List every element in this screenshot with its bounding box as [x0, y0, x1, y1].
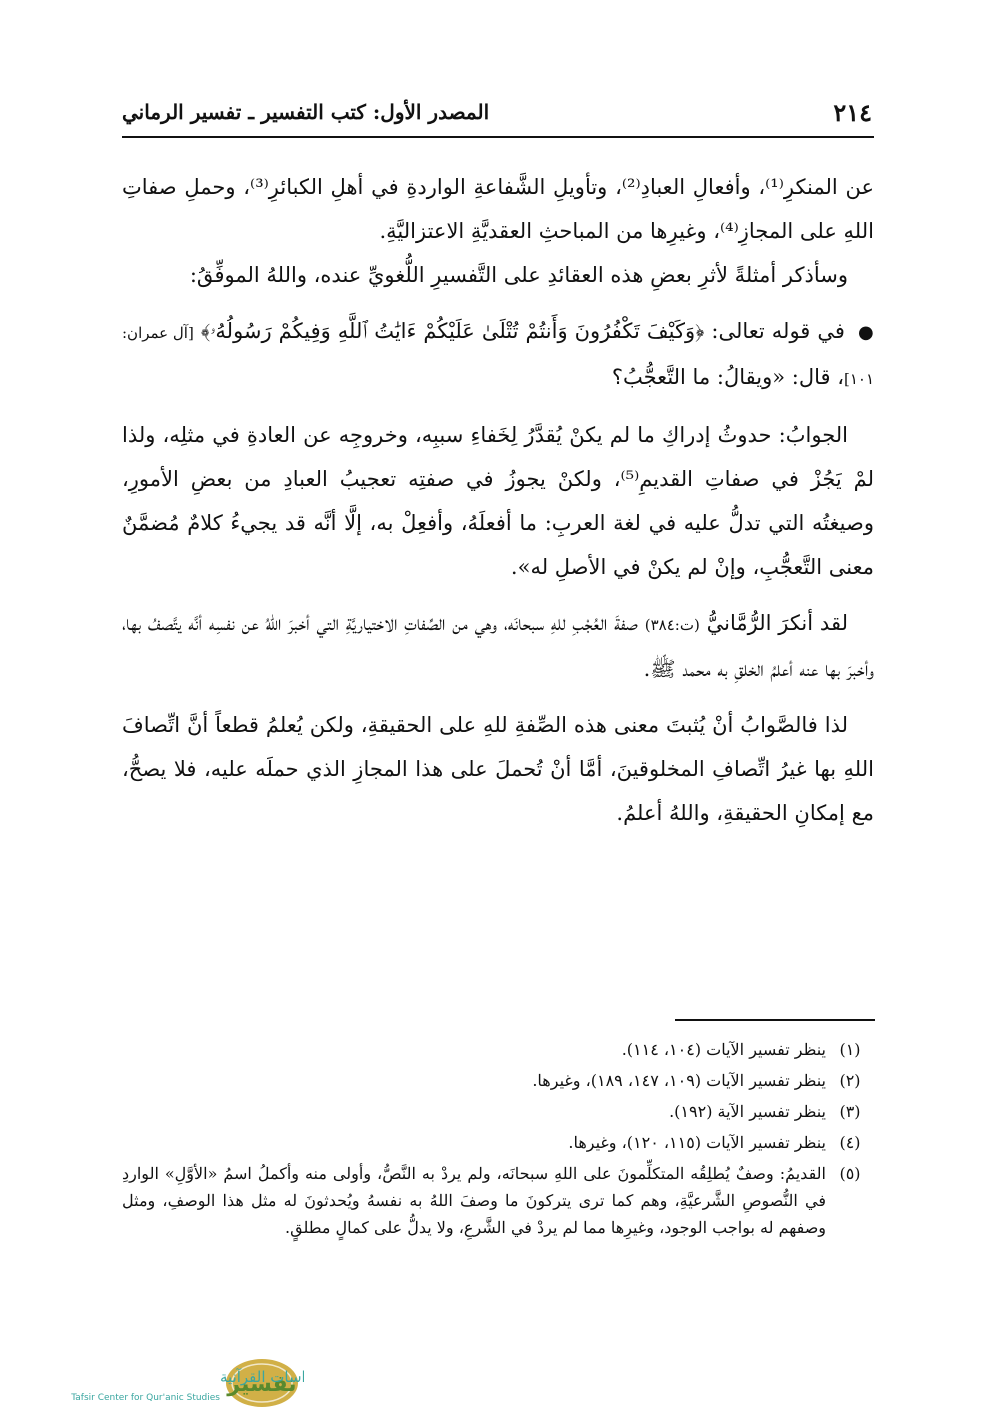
quran-verse: ﴿وَكَيْفَ تَكْفُرُونَ وَأَنتُمْ تُتْلَىٰ عَلَيْكُمْ ءَايَٰتُ ٱللَّهِ وَفِيكُمْ رَسُولُهُۥ﴾: [200, 319, 705, 343]
bullet-label: في قوله تعالى:: [711, 319, 845, 343]
footnote: [122, 1160, 874, 1241]
verse-reference: [آل عمران: ١٠١]: [122, 324, 874, 388]
bullet-icon: ●: [857, 322, 874, 343]
death-date: (ت:٣٨٤): [644, 616, 700, 634]
page-header: [122, 92, 872, 132]
footnote-text: القديمُ: وصفٌ يُطلِقُه المتكلِّمونَ على اللهِ سبحانَه، ولم يردْ به النَّصُّ، وأولى منه وأكملُ اسمُ «الأوَّلِ» الواردِ في النُّصوصِ الشَّرعيَّةِ، وهم كما ترى يتركونَ ما وصفَ اللهُ به نفسهُ ويُحدثونَ له مثل هذا الوصفِ، ومثل وصفهم له بواجب الوجود، وغيرِها مما لم يردْ في الشَّرعِ، ولا يدلُّ على كمالٍ مطلقٍ.: [122, 1164, 826, 1237]
tafsir-center-logo: [4, 1352, 304, 1412]
footnote-text: ينظر تفسير الآيات (١٠٤، ١١٤).: [621, 1040, 826, 1059]
footnote-number: (٥): [839, 1164, 861, 1183]
footnote: [122, 1129, 874, 1156]
logo-icon: [4, 1352, 304, 1412]
footnote-number: (١): [839, 1040, 861, 1059]
verse-tail: ، قال: «ويقالُ: ما التَّعجُّبُ؟: [611, 365, 844, 389]
logo-emblem-word: تفسير: [227, 1372, 297, 1397]
footnote: [122, 1067, 874, 1094]
footnotes: [122, 1036, 874, 1245]
paragraph-rummani: [122, 601, 874, 691]
rummani-rest: صفةَ العُجْبِ للهِ سبحانَه، وهي من الصِّفاتِ الاختياريَّةِ التي أخبرَ اللهُ عن نفسِه أنَّه يتَّصفُ بها، وأخبرَ بها عنه أعلمُ الخلقِ به محمد ﷺ.: [122, 611, 874, 681]
page-number: ٢١٤: [833, 97, 872, 127]
footnote-number: (٢): [839, 1071, 861, 1090]
body-text: [122, 165, 874, 847]
running-title: المصدر الأول: كتب التفسير ـ تفسير الرماني: [122, 100, 490, 124]
paragraph-answer: الجوابُ: حدوثُ إدراكِ ما لم يكنْ يُقدَّرُ لِخَفاءِ سببِه، وخروجِه عن العادةِ في مثلِه، ولذا لمْ يَجُزْ في صفاتِ القديمِ⁽⁵⁾، ولكنْ يجوزُ في صفتِه تعجيبُ العبادِ من بعضِ الأمورِ، وصيغتُه التي تدلُّ عليه في لغة العربِ: ما أفعلَهُ، وأفعِلْ به، إلَّا أنَّه قد يجيءُ كلامٌ مُضمَّنٌ معنى التَّعجُّبِ، وإنْ لم يكنْ في الأصلِ له».: [122, 423, 874, 579]
rummani-start: لقد أنكرَ الرُّمَّانيُّ: [706, 611, 848, 635]
header-rule: [122, 136, 874, 138]
paragraph-examples-intro: وسأذكر أمثلةً لأثرِ بعضِ هذه العقائدِ على التَّفسيرِ اللُّغويِّ عنده، واللهُ الموفِّقُ:: [189, 263, 848, 287]
footnote: [122, 1036, 874, 1063]
footnote-text: ينظر تفسير الآية (١٩٢).: [669, 1102, 826, 1121]
paragraph-intro: عن المنكرِ⁽¹⁾، وأفعالِ العبادِ⁽²⁾، وتأويلِ الشَّفاعةِ الواردةِ في أهلِ الكبائرِ⁽³⁾، وحملِ صفاتِ اللهِ على المجازِ⁽⁴⁾، وغيرِها من المباحثِ العقديَّةِ الاعتزاليَّةِ.: [122, 175, 875, 243]
paragraph-verse: [122, 309, 874, 401]
logo-english-name: Tafsir Center for Qur'anic Studies: [71, 1393, 220, 1403]
footnote-number: (٣): [839, 1102, 861, 1121]
footnote-separator: [675, 1019, 875, 1021]
footnote: [122, 1098, 874, 1125]
footnote-number: (٤): [839, 1133, 861, 1152]
paragraph-conclusion: لذا فالصَّوابُ أنْ يُثبتَ معنى هذه الصِّفةِ للهِ على الحقيقةِ، ولكن يُعلمُ قطعاً أنَّ اتِّصافَ اللهِ بها غيرُ اتِّصافِ المخلوقينَ، أمَّا أنْ تُحملَ على هذا المجازِ الذي حملَه عليه، فلا يصحُّ، مع إمكانِ الحقيقةِ، واللهُ أعلمُ.: [122, 713, 874, 825]
logo-arabic-name: اسات القرآنية: [220, 1368, 304, 1386]
footnote-text: ينظر تفسير الآيات (١٠٩، ١٤٧، ١٨٩)، وغيرها.: [532, 1071, 826, 1090]
footnote-text: ينظر تفسير الآيات (١١٥، ١٢٠)، وغيرها.: [568, 1133, 826, 1152]
